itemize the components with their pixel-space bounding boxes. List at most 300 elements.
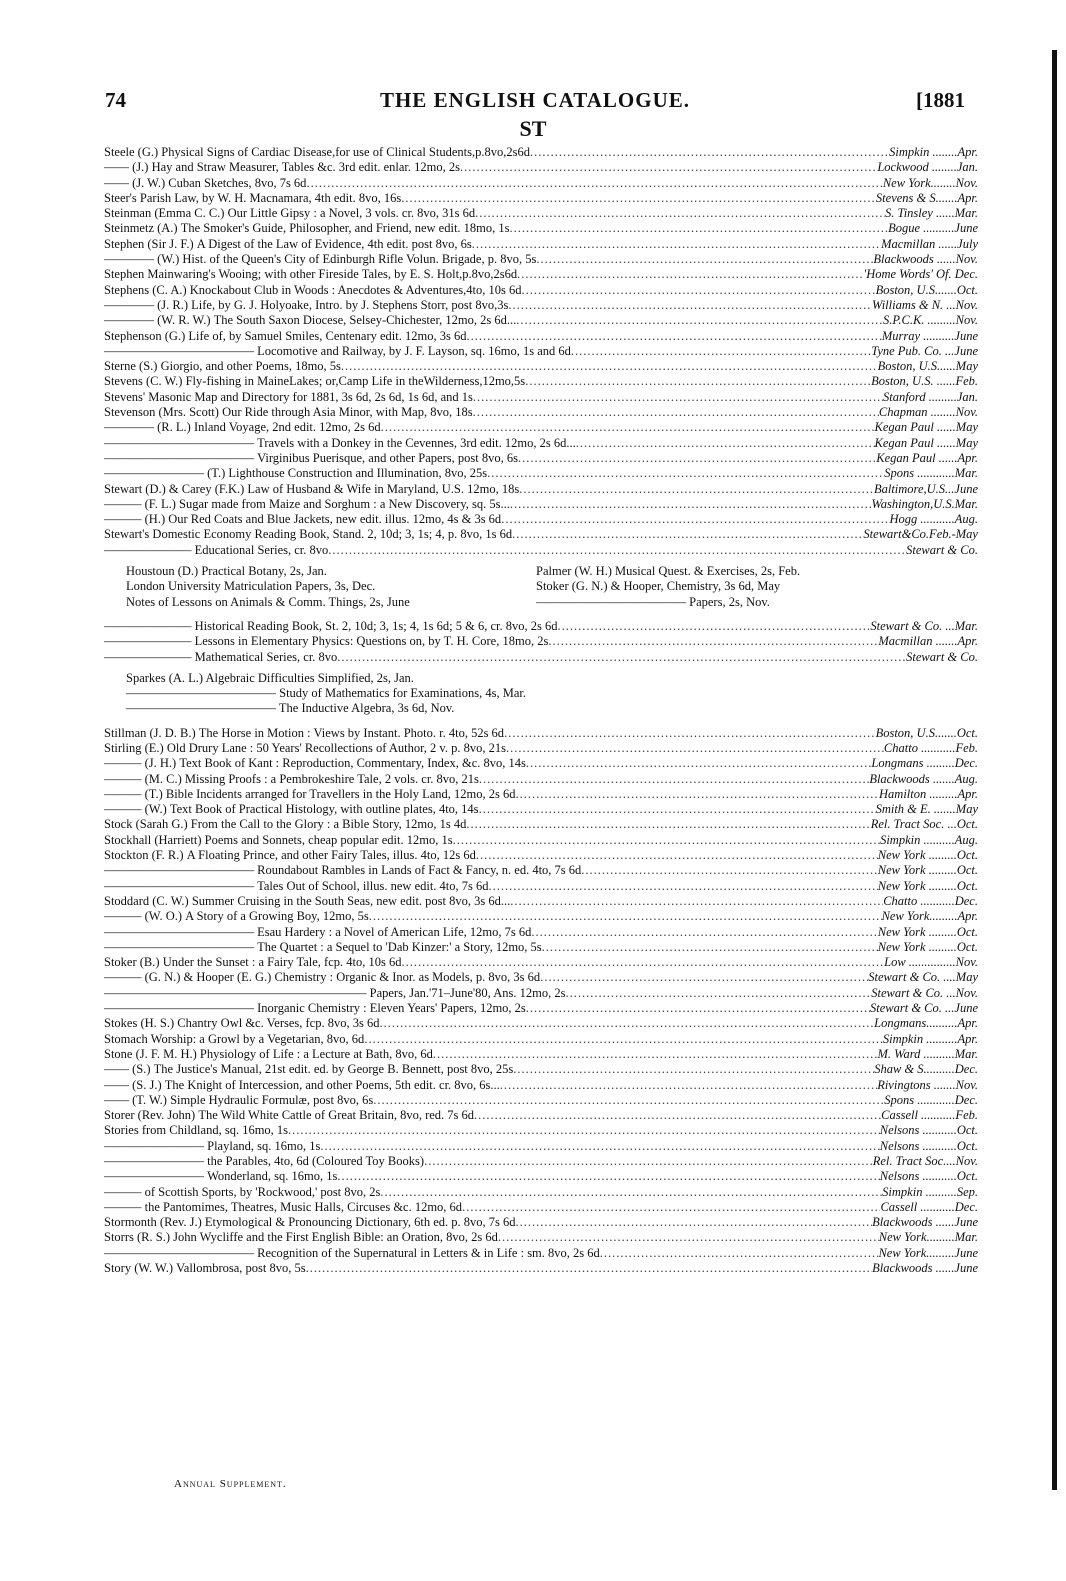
entry-publisher: Washington,U.S.Mar. bbox=[871, 496, 978, 511]
entry-publisher: Rel. Tract Soc....Nov. bbox=[872, 1154, 978, 1168]
entry-author: ———————— bbox=[104, 1154, 208, 1168]
dot-leader bbox=[473, 405, 879, 420]
entry-title: The Smoker's Guide, Philosopher, and Friend, new edit. 18mo, 1s bbox=[180, 221, 510, 236]
entry-author: ———————————— bbox=[104, 1001, 258, 1016]
dot-leader bbox=[401, 955, 884, 970]
entry-publisher: Longmans..........Apr. bbox=[874, 1016, 978, 1031]
catalogue-entry bbox=[104, 787, 978, 802]
entry-title: Virginibus Puerisque, and other Papers, post 8vo, 6s bbox=[257, 450, 518, 465]
entry-publisher: Hamilton .........Apr. bbox=[879, 786, 978, 801]
catalogue-entry bbox=[104, 1078, 978, 1093]
entry-publisher: Simpkin ..........Apr. bbox=[882, 1031, 978, 1046]
dot-leader bbox=[462, 1200, 880, 1215]
catalogue-entry bbox=[104, 237, 978, 252]
dot-leader bbox=[513, 1062, 874, 1077]
catalogue-entry bbox=[104, 451, 978, 466]
entry-publisher: New York........Nov. bbox=[882, 175, 978, 190]
entry-author: Stockton (F. R.) bbox=[104, 848, 187, 863]
catalogue-entry bbox=[104, 420, 978, 435]
entry-title: sq. 16mo, 1s bbox=[224, 1123, 289, 1138]
catalogue-entry bbox=[104, 206, 978, 221]
dot-leader bbox=[536, 252, 873, 267]
section-heading: ST bbox=[519, 116, 547, 141]
entry-author: ——————— bbox=[104, 618, 195, 633]
entry-publisher: Boston, U.S.......Oct. bbox=[875, 282, 978, 297]
catalogue-entry bbox=[104, 191, 978, 206]
catalogue-entry bbox=[104, 1200, 978, 1215]
entry-publisher: Williams & N. ...Nov. bbox=[871, 297, 978, 312]
entry-author: ———————————— bbox=[104, 435, 258, 450]
entry-title: Hist. of the Queen's City of Edinburgh Rifle Volun. Brigade, p. 8vo, 5s bbox=[182, 252, 537, 267]
entry-publisher: Kegan Paul ......May bbox=[874, 435, 978, 450]
entry-title: Fly-fishing in MaineLakes; or,Camp Life in theWilderness,12mo,5s bbox=[185, 374, 526, 389]
entry-publisher: Nelsons ...........Oct. bbox=[879, 1138, 978, 1153]
dot-leader bbox=[373, 1093, 884, 1108]
catalogue-entry bbox=[104, 298, 978, 313]
entry-publisher: New York .........Oct. bbox=[877, 939, 978, 954]
entry-title: Law of Husband & Wife in Maryland, U.S. 12mo, 18s bbox=[247, 481, 520, 496]
catalogue-entry bbox=[104, 879, 978, 894]
catalogue-entry bbox=[104, 267, 978, 282]
dot-leader bbox=[506, 741, 884, 756]
entry-title: Simple Hydraulic Formulæ, post 8vo, 6s bbox=[170, 1092, 374, 1107]
dot-leader bbox=[364, 1032, 883, 1047]
entry-author: ——— (T.) bbox=[104, 786, 166, 801]
dot-leader bbox=[501, 512, 889, 527]
catalogue-entry bbox=[104, 619, 978, 634]
catalogue-entry bbox=[104, 726, 978, 741]
entry-publisher: New York .........Oct. bbox=[877, 848, 978, 863]
dot-leader bbox=[512, 527, 863, 542]
entry-author: ——————— bbox=[104, 649, 195, 664]
catalogue-entry bbox=[104, 1261, 978, 1276]
dot-leader bbox=[557, 619, 870, 634]
entry-title: Chantry Owl &c. Verses, fcp. 8vo, 3s 6d bbox=[177, 1016, 380, 1031]
entry-publisher: Cassell ...........Feb. bbox=[881, 1108, 978, 1123]
dot-leader bbox=[522, 283, 876, 298]
entry-title: Giorgio, and other Poems, 18mo, 5s bbox=[160, 359, 341, 374]
dot-leader bbox=[466, 817, 870, 832]
entry-author: Stephen Mainwaring's Wooing; bbox=[104, 267, 265, 282]
catalogue-entry bbox=[104, 848, 978, 863]
entry-title: Our Red Coats and Blue Jackets, new edit. illus. 12mo, 4s & 3s 6d bbox=[168, 512, 502, 527]
entry-title: Roundabout Rambles in Lands of Fact & Fancy, n. ed. 4to, 7s 6d bbox=[257, 863, 582, 878]
entry-title: Mathematical Series, cr. 8vo bbox=[194, 649, 338, 664]
catalogue-entry bbox=[104, 145, 978, 160]
catalogue-entry bbox=[104, 313, 978, 328]
catalogue-entry bbox=[104, 405, 978, 420]
entry-publisher: Nelsons ...........Oct. bbox=[879, 1169, 978, 1184]
series-title-left: London University Matriculation Papers, 3s, Dec. bbox=[126, 579, 376, 594]
entry-author: ——— bbox=[104, 1184, 145, 1199]
series-title-right: Palmer (W. H.) Musical Quest. & Exercises, 2s, Feb. bbox=[536, 564, 801, 579]
entry-author: ————————————————————— bbox=[104, 985, 370, 1000]
dot-leader bbox=[341, 359, 878, 374]
dot-leader bbox=[337, 650, 906, 665]
entry-publisher: Longmans .........Dec. bbox=[871, 756, 978, 771]
entry-title: Poems and Sonnets, cheap popular edit. 12mo, 1s bbox=[204, 832, 453, 847]
entry-publisher: S.P.C.K. .........Nov. bbox=[882, 313, 978, 328]
entry-publisher: Chapman ........Nov. bbox=[878, 405, 978, 420]
entry-author: —— (T. W.) bbox=[104, 1092, 171, 1107]
entry-author: Stokes (H. S.) bbox=[104, 1016, 178, 1031]
catalogue-entry bbox=[104, 390, 978, 405]
catalogue-entry bbox=[104, 894, 978, 909]
entry-publisher: Chatto ...........Feb. bbox=[883, 740, 978, 755]
entry-author: ——————— bbox=[104, 634, 195, 649]
entry-author: ———————————— bbox=[104, 924, 258, 939]
entry-publisher: Kegan Paul ......Apr. bbox=[876, 450, 978, 465]
entry-publisher: Shaw & S..........Dec. bbox=[874, 1062, 978, 1077]
dot-leader bbox=[380, 1185, 882, 1200]
entry-title: Hay and Straw Measurer, Tables &c. 3rd edit. enlar. 12mo, 2s bbox=[151, 160, 460, 175]
entry-title: The Justice's Manual, 21st edit. ed. by George B. Bennett, post 8vo, 25s bbox=[153, 1062, 514, 1077]
entry-title: Sugar made from Maize and Sorghum : a New Discovery, sq. 5s... bbox=[179, 496, 510, 511]
entry-publisher: Hogg ...........Aug. bbox=[889, 512, 978, 527]
entry-publisher: New York.........Mar. bbox=[878, 1230, 978, 1245]
dot-leader bbox=[504, 726, 876, 741]
entry-author: Storrs (R. S.) bbox=[104, 1230, 174, 1245]
entry-title: Wonderland, sq. 16mo, 1s bbox=[207, 1169, 338, 1184]
entry-author: Stock (Sarah G.) bbox=[104, 817, 191, 832]
entry-title: A Floating Prince, and other Fairy Tales, illus. 4to, 12s 6d bbox=[186, 848, 476, 863]
series-title-right: ———————————— Papers, 2s, Nov. bbox=[536, 594, 770, 609]
dot-leader bbox=[508, 298, 872, 313]
catalogue-entry bbox=[104, 359, 978, 374]
catalogue-entry bbox=[104, 1047, 978, 1062]
catalogue-entry bbox=[104, 344, 978, 359]
dot-leader bbox=[460, 160, 877, 175]
dot-leader bbox=[472, 237, 881, 252]
entry-publisher: Boston, U.S.......Oct. bbox=[875, 725, 978, 740]
entry-title: Chemistry : Organic & Inor. as Models, p. 8vo, 3s 6d bbox=[274, 970, 541, 985]
entry-author: Stirling (E.) bbox=[104, 740, 167, 755]
entry-author: ——— (M. C.) bbox=[104, 771, 185, 786]
entry-title: Physical Signs of Cardiac Disease,for use of Clinical Students,p.8vo,2s6d bbox=[161, 145, 530, 159]
catalogue-entry bbox=[104, 863, 978, 878]
entry-title: Recognition of the Supernatural in Letters & in Life : sm. 8vo, 2s 6d bbox=[257, 1245, 600, 1260]
catalogue-entry bbox=[104, 802, 978, 817]
entry-publisher: Stewart & Co. bbox=[906, 542, 978, 557]
catalogue-entry bbox=[104, 1001, 978, 1016]
entry-publisher: Simpkin ..........Aug. bbox=[880, 832, 978, 847]
entry-publisher: Blackwoods .......Aug. bbox=[869, 771, 978, 786]
entry-author: Story (W. W.) bbox=[104, 1261, 177, 1276]
entry-title: John Wycliffe and the First English Bible: an Oration, 8vo, 2s 6d bbox=[173, 1230, 498, 1245]
page-number: 74 bbox=[105, 88, 126, 112]
catalogue-entries bbox=[104, 145, 978, 1276]
entry-title: Educational Series, cr. 8vo bbox=[194, 542, 329, 557]
entry-publisher: Murray ..........June bbox=[881, 328, 978, 343]
entry-publisher: Stewart & Co. ...June bbox=[870, 1001, 978, 1016]
dot-leader bbox=[474, 1108, 881, 1123]
entry-author: —— (S.) bbox=[104, 1062, 154, 1077]
entry-title: Esau Hardery : a Novel of American Life, 12mo, 7s 6d bbox=[257, 924, 532, 939]
entry-author: ———— (J. R.) bbox=[104, 297, 192, 312]
entry-author: Steinmetz (A.) bbox=[104, 221, 181, 236]
catalogue-entry bbox=[104, 283, 978, 298]
entry-author: ———— (R. L.) bbox=[104, 420, 194, 435]
dot-leader bbox=[487, 466, 884, 481]
catalogue-entry bbox=[104, 512, 978, 527]
entry-author: Steinman (Emma C. C.) bbox=[104, 206, 228, 221]
dot-leader bbox=[306, 176, 882, 191]
entry-publisher: Stewart & Co. bbox=[906, 649, 978, 664]
entry-publisher: Baltimore,U.S...June bbox=[873, 481, 978, 496]
dot-leader bbox=[600, 1246, 879, 1261]
dot-leader bbox=[476, 848, 878, 863]
entry-author: ———————— (T.) bbox=[104, 466, 229, 481]
entry-publisher: Stewart & Co. ...Nov. bbox=[871, 985, 978, 1000]
catalogue-entry bbox=[104, 160, 978, 175]
entry-author: Stories from Childland, bbox=[104, 1123, 225, 1138]
entry-publisher: Lockwood ........Jan. bbox=[877, 160, 978, 175]
dot-leader bbox=[525, 374, 871, 389]
entry-author: Stoker (B.) bbox=[104, 955, 163, 970]
entry-author: Stevenson (Mrs. Scott) bbox=[104, 405, 223, 420]
entry-author: —— (J.) bbox=[104, 160, 152, 175]
entry-author: ——————— bbox=[104, 542, 195, 557]
entry-author: ——— (W. O.) bbox=[104, 909, 186, 924]
entry-author: ———————————— bbox=[104, 1245, 258, 1260]
entry-title: Travels with a Donkey in the Cevennes, 3rd edit. 12mo, 2s 6d... bbox=[257, 435, 576, 450]
entry-author: Steer's Parish Law, bbox=[104, 190, 202, 205]
catalogue-entry bbox=[104, 252, 978, 267]
entry-author: Sterne (S.) bbox=[104, 359, 161, 374]
catalogue-entry bbox=[104, 482, 978, 497]
dot-leader bbox=[475, 206, 885, 221]
entry-title: The Horse in Motion : Views by Instant. Photo. r. 4to, 52s 6d bbox=[198, 725, 505, 740]
dot-leader bbox=[526, 756, 872, 771]
catalogue-entry bbox=[104, 497, 978, 512]
dot-leader bbox=[498, 1230, 879, 1245]
catalogue-entry bbox=[104, 650, 978, 665]
catalogue-entry bbox=[104, 955, 978, 970]
dot-leader bbox=[517, 267, 863, 282]
entry-title: the Parables, 4to, 6d (Coloured Toy Books) bbox=[207, 1154, 425, 1168]
catalogue-entry bbox=[104, 940, 978, 955]
entry-title: by W. H. Macnamara, 4th edit. 8vo, 16s bbox=[201, 190, 402, 205]
entry-title: Vallombrosa, post 8vo, 5s bbox=[176, 1261, 306, 1276]
entry-title: Cuban Sketches, 8vo, 7s 6d bbox=[168, 175, 307, 190]
dot-leader bbox=[530, 145, 889, 160]
catalogue-entry bbox=[104, 1123, 978, 1138]
dot-leader bbox=[453, 833, 881, 848]
entry-title: Lessons in Elementary Physics: Questions on, by T. H. Core, 18mo, 2s bbox=[194, 634, 549, 649]
dot-leader bbox=[518, 451, 876, 466]
entry-title: of Scottish Sports, by 'Rockwood,' post 8vo, 2s bbox=[144, 1184, 381, 1199]
dot-leader bbox=[565, 986, 871, 1001]
entry-author: ——— (W.) bbox=[104, 802, 170, 817]
dot-leader bbox=[516, 787, 880, 802]
entry-title: Historical Reading Book, St. 2, 10d; 3, 1s; 4, 1s 6d; 5 & 6, cr. 8vo, 2s 6d bbox=[194, 618, 558, 633]
entry-publisher: Stewart & Co. ...Mar. bbox=[870, 618, 978, 633]
entry-publisher: Stewart & Co. ....May bbox=[868, 970, 978, 985]
entry-publisher: Rel. Tract Soc. ...Oct. bbox=[870, 817, 978, 832]
series-title: Sparkes (A. L.) Algebraic Difficulties Simplified, 2s, Jan. bbox=[126, 670, 414, 685]
entry-publisher: M. Ward ..........Mar. bbox=[877, 1046, 978, 1061]
dot-leader bbox=[571, 344, 871, 359]
dot-leader bbox=[526, 1001, 870, 1016]
entry-author: ———————————— bbox=[104, 878, 258, 893]
catalogue-entry bbox=[104, 741, 978, 756]
entry-title: Knockabout Club in Woods : Anecdotes & Adventures,4to, 10s 6d bbox=[189, 282, 522, 297]
dot-leader bbox=[320, 1139, 879, 1154]
catalogue-entry bbox=[104, 833, 978, 848]
entry-title: Our Ride through Asia Minor, with Map, 8vo, 18s bbox=[222, 405, 473, 420]
dot-leader bbox=[288, 1123, 880, 1138]
dot-leader bbox=[381, 420, 875, 435]
entry-title: Stand. 2, 10d; 3, 1s; 4, p. 8vo, 1s 6d bbox=[332, 527, 513, 542]
catalogue-entry bbox=[104, 1062, 978, 1077]
dot-leader bbox=[479, 802, 876, 817]
entry-publisher: Chatto ...........Dec. bbox=[883, 893, 978, 908]
dot-leader bbox=[424, 1154, 873, 1169]
entry-publisher: Blackwoods ......June bbox=[872, 1261, 978, 1276]
entry-title: Bible Incidents arranged for Travellers in the Holy Land, 12mo, 2s 6d bbox=[165, 786, 516, 801]
catalogue-entry bbox=[104, 466, 978, 481]
entry-publisher: New York .........Oct. bbox=[877, 924, 978, 939]
dot-leader bbox=[516, 313, 883, 328]
dot-leader bbox=[489, 879, 878, 894]
entry-group-mid bbox=[104, 619, 978, 665]
series-title-right: Stoker (G. N.) & Hooper, Chemistry, 3s 6d, May bbox=[536, 579, 781, 594]
catalogue-entry bbox=[104, 817, 978, 832]
entry-author: ——— (G. N.) & Hooper (E. G.) bbox=[104, 970, 275, 985]
entry-title: The South Saxon Diocese, Selsey-Chichester, 12mo, 2s 6d... bbox=[213, 313, 517, 328]
catalogue-entry bbox=[104, 634, 978, 649]
entry-title: Summer Cruising in the South Seas, new edit. post 8vo, 3s 6d... bbox=[191, 893, 511, 908]
dot-leader bbox=[581, 863, 877, 878]
entry-author: ———— (W. R. W.) bbox=[104, 313, 214, 328]
entry-author: ——— bbox=[104, 1199, 145, 1214]
entry-author: ———————— bbox=[104, 1169, 208, 1184]
entry-author: Stephen (Sir J. F.) bbox=[104, 236, 197, 251]
catalogue-entry bbox=[104, 756, 978, 771]
entry-publisher: Blackwoods ......June bbox=[872, 1215, 978, 1230]
entry-title: Tales Out of School, illus. new edit. 4to, 7s 6d bbox=[257, 878, 489, 893]
entry-publisher: Spons ............Dec. bbox=[884, 1092, 978, 1107]
running-header bbox=[105, 88, 965, 112]
series-title: ———————————— The Inductive Algebra, 3s 6d, Nov. bbox=[126, 701, 455, 716]
header-year: [1881 bbox=[916, 88, 965, 112]
entry-publisher: New York.........June bbox=[878, 1245, 978, 1260]
entry-title: Lighthouse Construction and Illumination, 8vo, 25s bbox=[228, 466, 488, 481]
catalogue-entry bbox=[104, 1108, 978, 1123]
entry-title: Papers, Jan.'71–June'80, Ans. 12mo, 2s bbox=[369, 985, 566, 1000]
dot-leader bbox=[510, 894, 883, 909]
entry-publisher: 'Home Words' Of. Dec. bbox=[863, 267, 978, 282]
entry-title: A Digest of the Law of Evidence, 4th edit. post 8vo, 6s bbox=[196, 236, 472, 251]
entry-title: Etymological & Pronouncing Dictionary, 6th ed. p. 8vo, 7s 6d bbox=[204, 1215, 516, 1230]
dot-leader bbox=[369, 909, 882, 924]
dot-leader bbox=[500, 1078, 877, 1093]
entry-title: the Pantomimes, Theatres, Music Halls, Circuses &c. 12mo, 6d bbox=[144, 1199, 463, 1214]
entry-publisher: Stanford .........Jan. bbox=[882, 389, 978, 404]
entry-author: Stewart (D.) & Carey (F.K.) bbox=[104, 481, 248, 496]
entry-publisher: Spons ............Mar. bbox=[884, 466, 978, 481]
entry-author: Stillman (J. D. B.) bbox=[104, 725, 199, 740]
entry-author: ———— (W.) bbox=[104, 252, 183, 267]
series-title-left: Notes of Lessons on Animals & Comm. Things, 2s, June bbox=[126, 594, 410, 609]
entry-publisher: S. Tinsley ......Mar. bbox=[884, 206, 978, 221]
entry-title: The Quartet : a Sequel to 'Dab Kinzer:' a Story, 12mo, 5s bbox=[257, 939, 542, 954]
catalogue-entry bbox=[104, 543, 978, 558]
entry-publisher: Macmillan ......July bbox=[881, 236, 978, 251]
entry-title: Text Book of Kant : Reproduction, Commentary, Index, &c. 8vo, 14s bbox=[179, 756, 526, 771]
entry-title: with other Fireside Tales, by E. S. Holt,p.8vo,2s6d bbox=[264, 267, 518, 282]
entry-author: Stevens (C. W.) bbox=[104, 374, 186, 389]
dot-leader bbox=[306, 1261, 872, 1276]
entry-publisher: Bogue ..........June bbox=[888, 221, 978, 236]
entry-author: Stockhall (Harriett) bbox=[104, 832, 205, 847]
entry-author: Stormonth (Rev. J.) bbox=[104, 1215, 205, 1230]
entry-publisher: Kegan Paul ......May bbox=[874, 420, 978, 435]
entry-title: Our Little Gipsy : a Novel, 3 vols. cr. 8vo, 31s 6d bbox=[227, 206, 476, 221]
catalogue-entry bbox=[104, 176, 978, 191]
entry-author: Stevens' Masonic Map and Directory bbox=[104, 389, 293, 404]
entry-publisher: Macmillan .......Apr. bbox=[878, 634, 978, 649]
footer-note: Annual Supplement. bbox=[174, 1478, 287, 1490]
entry-title: Life, by G. J. Holyoake, Intro. by J. Stephens Storr, post 8vo,3s bbox=[191, 297, 509, 312]
entry-title: The Wild White Cattle of Great Britain, 8vo, red. 7s 6d bbox=[198, 1108, 475, 1123]
entry-author: ———————————— bbox=[104, 450, 258, 465]
entry-publisher: Low ...............Nov. bbox=[884, 955, 978, 970]
entry-publisher: Stevens & S.......Apr. bbox=[875, 190, 978, 205]
catalogue-entry bbox=[104, 1139, 978, 1154]
entry-author: Stoddard (C. W.) bbox=[104, 893, 192, 908]
catalogue-entry bbox=[104, 1230, 978, 1245]
entry-title: Under the Sunset : a Fairy Tale, fcp. 4to, 10s 6d bbox=[162, 955, 402, 970]
dot-leader bbox=[401, 191, 876, 206]
dot-leader bbox=[542, 940, 878, 955]
page-title: THE ENGLISH CATALOGUE. bbox=[379, 88, 691, 112]
entry-title: Text Book of Practical Histology, with outline plates, 4to, 14s bbox=[169, 802, 479, 817]
entry-title: a Growl by a Vegetarian, 8vo, 6d bbox=[199, 1031, 365, 1046]
entry-publisher: New York .........Oct. bbox=[877, 878, 978, 893]
catalogue-entry bbox=[104, 970, 978, 985]
entry-title: Locomotive and Railway, by J. F. Layson, sq. 16mo, 1s and 6d bbox=[257, 343, 571, 358]
entry-author: ———————————— bbox=[104, 343, 258, 358]
dot-leader bbox=[379, 1016, 874, 1031]
dot-leader bbox=[473, 390, 883, 405]
entry-author: ——— (F. L.) bbox=[104, 496, 180, 511]
dot-leader bbox=[479, 772, 869, 787]
entry-publisher: New York.........Apr. bbox=[881, 909, 978, 924]
entry-publisher: Boston, U.S......May bbox=[877, 359, 978, 374]
catalogue-entry bbox=[104, 986, 978, 1001]
catalogue-entry bbox=[104, 1032, 978, 1047]
dot-leader bbox=[510, 497, 872, 512]
entry-author: ——— (H.) bbox=[104, 512, 169, 527]
entry-author: ——— (J. H.) bbox=[104, 756, 180, 771]
entry-author: ———————— bbox=[104, 1138, 208, 1153]
entry-author: —— (S. J.) bbox=[104, 1077, 165, 1092]
entry-title: Physiology of Life : a Lecture at Bath, 8vo, 6d bbox=[199, 1046, 433, 1061]
entry-title: for 1881, 3s 6d, 2s 6d, 1s 6d, and 1s bbox=[292, 389, 473, 404]
entry-publisher: Rivingtons .......Nov. bbox=[877, 1077, 978, 1092]
mathematical-series-sublist bbox=[104, 671, 978, 717]
entry-publisher: Smith & E. .......May bbox=[875, 802, 978, 817]
entry-publisher: Cassell ...........Dec. bbox=[880, 1199, 978, 1214]
catalogue-entry bbox=[104, 329, 978, 344]
entry-title: From the Call to the Glory : a Bible Story, 12mo, 1s 4d bbox=[190, 817, 467, 832]
entry-title: Playland, sq. 16mo, 1s bbox=[207, 1138, 321, 1153]
educational-series-sublist bbox=[104, 564, 978, 610]
page-spine-edge bbox=[1052, 50, 1057, 1490]
dot-leader bbox=[519, 482, 874, 497]
entry-title: The Knight of Intercession, and other Poems, 5th edit. cr. 8vo, 6s... bbox=[164, 1077, 500, 1092]
